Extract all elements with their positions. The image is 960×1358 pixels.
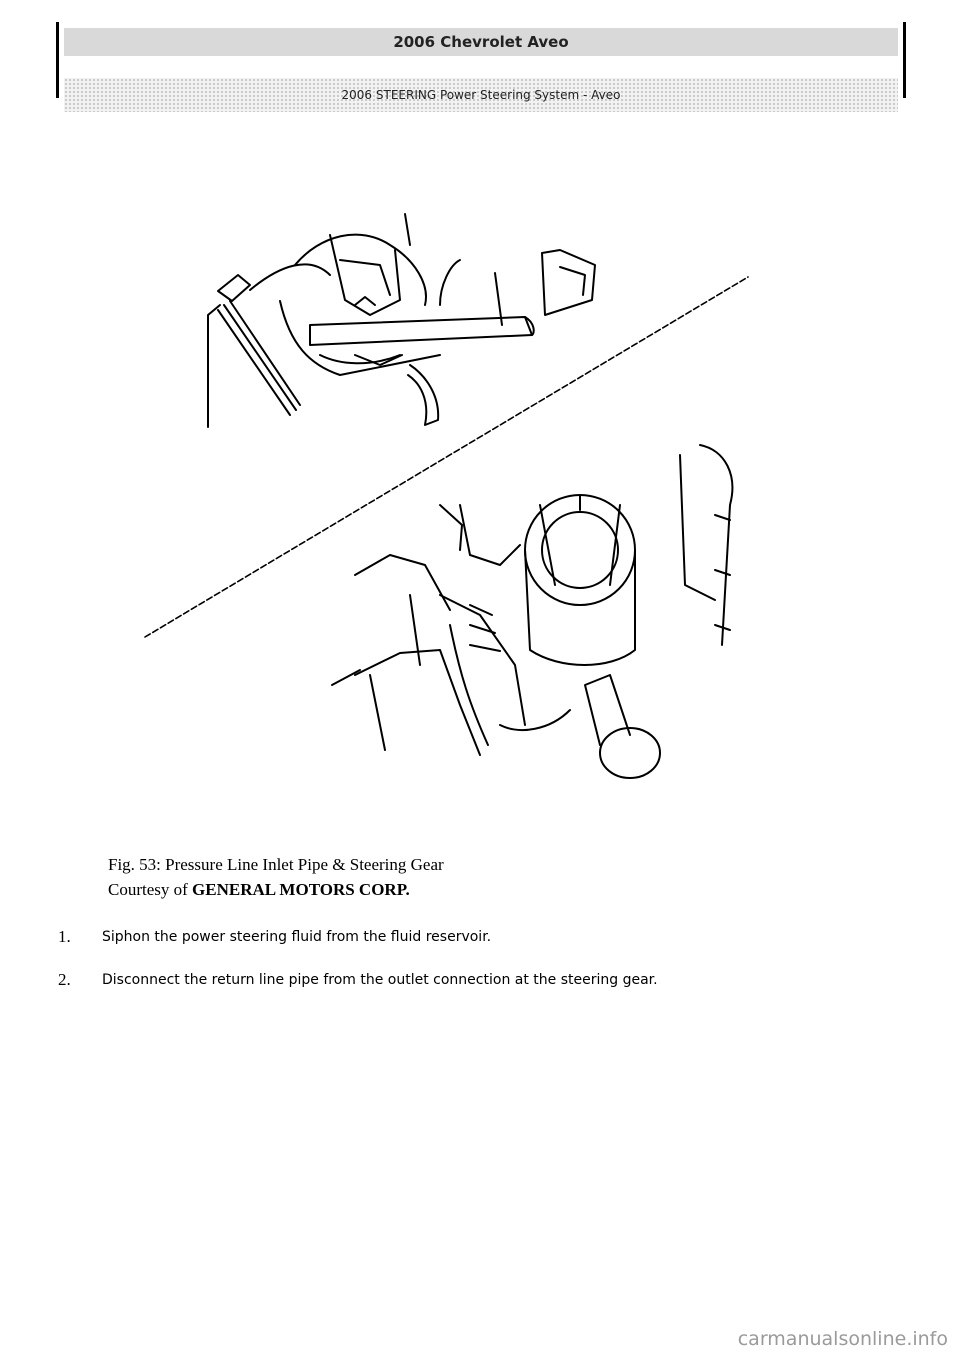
separator-dashed-line [145,277,748,637]
procedure-step [58,970,918,990]
upper-detail-steering-gear [208,214,595,427]
document-title: 2006 Chevrolet Aveo [64,28,898,56]
header-left-rule [56,22,59,98]
step-text: Disconnect the return line pipe from the outlet connection at the steering gear. [102,972,658,988]
header-right-rule [903,22,906,98]
figure-pressure-line-illustration [140,205,760,785]
step-text: Siphon the power steering fluid from the fluid reservoir. [102,929,492,945]
step-number: 1. [58,927,71,946]
line-drawing-engine-bay [140,205,760,785]
figure-credit [108,877,444,902]
figure-caption [108,852,444,902]
procedure-step [58,927,918,947]
document-subtitle: 2006 STEERING Power Steering System - Aveo [64,78,898,112]
page-header [56,22,906,102]
lower-detail-fluid-reservoir [332,445,732,778]
figure-caption-title: Fig. 53: Pressure Line Inlet Pipe & Steering Gear [108,855,444,874]
procedure-steps [58,927,918,1013]
figure-credit-org: GENERAL MOTORS CORP. [192,880,410,899]
step-number: 2. [58,970,71,989]
figure-credit-prefix: Courtesy of [108,880,193,899]
watermark: carmanualsonline.info [737,1328,948,1350]
